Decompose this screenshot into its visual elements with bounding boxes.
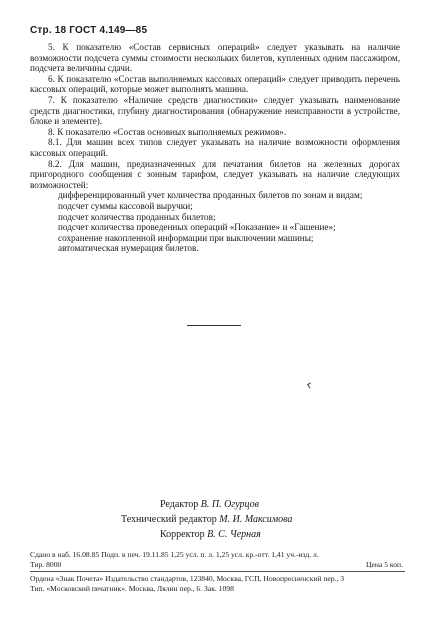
- footer-divider: [30, 571, 405, 572]
- editor-name: В. П. Огурцов: [200, 499, 259, 510]
- imprint-block: [30, 550, 405, 569]
- paragraph-6: 6. К показателю «Состав выполняемых кассовых операций» следует приводить перечень кассовых операций, которые может выполнять машина.: [30, 73, 400, 95]
- corrector-line: [160, 528, 261, 543]
- paragraph-7: 7. К показателю «Наличие средств диагностики» следует указывать наименование средств диагностики, глубину диагностирования (обнаружение неисправности в устройстве, блоке и элементе).: [30, 94, 400, 127]
- price: Цена 5 коп.: [366, 559, 403, 569]
- paragraph-8-1: 8.1. Для машин всех типов следует указывать на наличие возможности оформления кассовых операций.: [30, 137, 400, 158]
- publisher-line: Ордена «Знак Почета» Издательство стандартов, 123840, Москва, ГСП, Новопресненский пер., 3: [30, 574, 345, 583]
- paragraph-5: 5. К показателю «Состав сервисных операций» следует указывать на наличие возможности подсчета суммы стоимости нескольких билетов, купленных одним пассажиром, подсчета величины сдачи.: [30, 42, 400, 74]
- page-header: Стр. 18 ГОСТ 4.149—85: [30, 25, 148, 36]
- list-item: автоматическая нумерация билетов.: [58, 243, 199, 254]
- imprint-line: [30, 560, 405, 570]
- tech-editor-role: Технический редактор: [121, 514, 217, 525]
- corrector-name: В. С. Черная: [207, 529, 261, 540]
- printer-line: Тип. «Московский печатник». Москва, Лялин пер., 6. Зак. 1098: [30, 583, 234, 593]
- stray-mark: [307, 382, 313, 388]
- editor-line: [160, 498, 259, 513]
- paragraph-8-2: 8.2. Для машин, предназначенных для печатания билетов на железных дорогах пригородного сообщения с зонным тарифом, следует указывать на наличие следующих возможностей:: [30, 158, 400, 190]
- tech-editor-line: [121, 513, 292, 528]
- print-run: Тир. 8000: [30, 559, 62, 569]
- separator-line: [187, 325, 241, 326]
- tech-editor-name: М. И. Максимова: [219, 514, 293, 525]
- paragraph-8: 8. К показателю «Состав основных выполняемых режимов».: [48, 126, 287, 137]
- corrector-role: Корректор: [160, 529, 205, 540]
- imprint-line: Сдано в наб. 16.08.85 Подп. в печ. 19.11.85 1,25 усл. п. л. 1,25 усл. кр.-отт. 1,41 уч.-изд. л.: [30, 550, 319, 559]
- list-item: подсчет количества проведенных операций «Показание» и «Гашение»;: [58, 222, 336, 233]
- list-item: дифференцированный учет количества проданных билетов по зонам и видам;: [58, 190, 363, 201]
- editor-role: Редактор: [160, 499, 199, 510]
- list-item: подсчет суммы кассовой выручки;: [58, 200, 193, 211]
- list-item: подсчет количества проданных билетов;: [58, 211, 216, 222]
- body-text: [30, 42, 400, 254]
- list-item: сохранение накопленной информации при выключении машины;: [58, 232, 314, 243]
- publisher-footer: [30, 574, 405, 593]
